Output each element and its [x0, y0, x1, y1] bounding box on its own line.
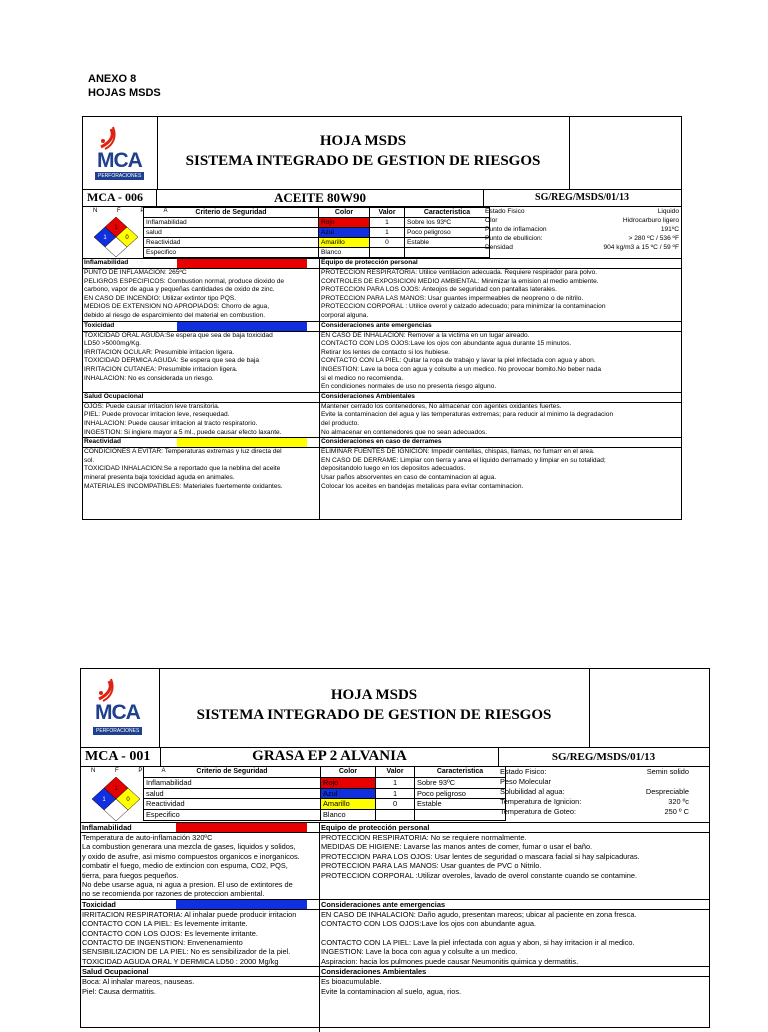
logo-subtext: PERFORACIONES: [95, 172, 144, 180]
criteria-header-cell: Criterio de Seguridad: [144, 208, 319, 218]
section-line: Aspiracion: hacia los pulmones puede causar Neumonitis quimica y dermatitis.: [321, 956, 579, 966]
section-line: si el medico no recomienda.: [321, 374, 404, 382]
criteria-value: 1: [370, 228, 405, 238]
section-line: [320, 929, 710, 938]
header-divider: [589, 669, 590, 747]
criteria-name: Inflamabilidad: [144, 777, 321, 788]
section-line: Boca: Al inhalar mareos, nauseas.: [82, 977, 195, 987]
section-line: PROTECCION CORPORAL :Utilizar overoles, lavado de overol constante cuando se contamine.: [321, 870, 638, 880]
property-name: Punto de inflamacion: [485, 226, 547, 233]
criteria-value: 0: [376, 799, 415, 810]
nfpa-label: N F P A: [91, 768, 175, 774]
section-title: Consideraciones ante emergencias: [321, 899, 446, 909]
property-value: [618, 777, 709, 787]
logo-symbol-icon: [93, 675, 117, 703]
property-row: [483, 216, 681, 225]
msds-sheet-1: [82, 116, 682, 520]
criteria-value: 1: [376, 777, 415, 788]
property-name: Solubilidad al agua:: [500, 787, 565, 796]
section-body: [81, 910, 319, 966]
left-sections: [81, 822, 319, 996]
section-line: TOXICIDAD ORAL AGUDA:Se espera que sea de baja toxicidad: [84, 331, 273, 339]
section-line: Piel: Causa dermatitis.: [82, 986, 156, 996]
section-header: [320, 966, 710, 977]
section-body: [83, 269, 319, 321]
section-title: Consideraciones ante emergencias: [321, 321, 432, 329]
criteria-row: [144, 228, 490, 238]
section-line: Es bioacumulable.: [321, 977, 382, 987]
sheet-header: [81, 669, 709, 748]
section-body: [320, 910, 710, 966]
left-section: [81, 822, 319, 899]
criteria-name: Reactividad: [144, 799, 321, 810]
section-body: [81, 833, 319, 899]
section-line: EN CASO DE DERRAME: Limpiar con tierra y area el liquido derramado y limpiar en su totalidad;: [321, 456, 606, 464]
msds-sheet-2: [80, 668, 710, 1028]
section-line: No debe usarse agua, ni agua a presion. El uso de extintores de: [82, 879, 293, 889]
criteria-name: salud: [144, 788, 321, 799]
section-line: Colocar los aceites en bandejas metalicas para evitar contaminacion.: [321, 482, 524, 490]
property-value: 320 ºc: [668, 797, 689, 806]
company-logo: [81, 669, 160, 747]
section-header: [81, 899, 319, 910]
product-name: ACEITE 80W90: [157, 189, 484, 206]
section-line: debido al riesgo de esparcimiento del material en combustion.: [84, 311, 266, 319]
criteria-value: 0: [370, 238, 405, 248]
section-body: [320, 332, 682, 392]
criteria-row: [144, 777, 506, 788]
section-line: Evite la contaminacion del agua y las temperaturas extremas; para reducir al minimo la degradacion: [321, 411, 614, 419]
property-name: Olor: [485, 217, 498, 224]
criteria-characteristic: Poco peligroso: [415, 788, 506, 799]
section-body: [83, 403, 319, 437]
criteria-color: Azul: [321, 788, 376, 799]
right-section: [320, 822, 710, 899]
section-line: PUNTO DE INFLAMACION: 265ºC: [84, 269, 187, 276]
property-value: Semin solido: [646, 767, 689, 776]
property-value: Despreciable: [645, 787, 689, 796]
diamond-fire-value: 1: [114, 225, 118, 231]
section-line: PROTECCION PARA LOS OJOS: Anteojos de seguridad con pantallas laterales.: [321, 286, 557, 294]
section-title: Reactividad: [84, 438, 122, 446]
product-row: [83, 189, 681, 207]
property-row: [483, 243, 681, 252]
section-line: IRRITACION CUTANEA: Presumible irritacion ligera.: [84, 365, 238, 373]
section-line: INGESTION: Lave la boca con agua y colsulte a un medico.: [321, 947, 518, 957]
section-color-bar: [176, 823, 307, 832]
section-title: Consideraciones Ambientales: [321, 966, 427, 976]
criteria-table: [143, 207, 490, 258]
criteria-color: Amarillo: [319, 238, 370, 248]
diamond-reactivity-value: 0: [125, 235, 129, 241]
section-header: [320, 899, 710, 910]
section-line: ELIMINAR FUENTES DE IGNICION: Impedir centellas, chispas, llamas, no fumarr en el area.: [321, 448, 595, 456]
property-row: [483, 225, 681, 234]
section-body: [320, 448, 682, 491]
criteria-characteristic: Estable: [405, 238, 490, 248]
criteria-header-cell: Valor: [370, 208, 405, 218]
criteria-row: [144, 799, 506, 810]
section-body: [83, 332, 319, 392]
right-section: [320, 899, 710, 966]
criteria-row: [144, 218, 490, 228]
diamond-health-value: 1: [103, 235, 107, 241]
sheet-title: [159, 685, 589, 725]
section-line: INHALACION: Puede causar irritacion al tracto respiratorio.: [84, 419, 258, 427]
criteria-characteristic: [405, 248, 490, 258]
right-section: [320, 437, 682, 491]
right-section: [320, 392, 682, 437]
criteria-name: Inflamabilidad: [144, 218, 319, 228]
property-name: Temperatura de Ignicion:: [500, 797, 582, 806]
section-line: CONTACTO CON LOS OJOS:Lave los ojos con abundante agua durante 15 minutos.: [321, 340, 572, 348]
section-line: EN CASO DE INHALACION: Daño agudo, presentan mareos; ubicar al paciente en zona fresca.: [321, 909, 637, 919]
section-title: Equipo de protección personal: [321, 822, 430, 832]
criteria-color: Blanco: [319, 248, 370, 258]
criteria-color: Blanco: [321, 810, 376, 821]
property-value: > 280 ºC / 536 ºF: [628, 235, 679, 242]
document-reference: SG/REG/MSDS/01/13: [551, 750, 656, 763]
section-line: MATERIALES INCOMPATIBLES: Materiales fuertemente oxidantes.: [84, 482, 283, 490]
nfpa-label: N F P A: [93, 208, 177, 214]
section-line: sol.: [84, 456, 95, 464]
section-line: CONDICIONES A EVITAR: Temperaturas extremas y luz directa del: [84, 448, 282, 456]
section-line: PIEL: Puede provocar irritacion leve, resequedad.: [84, 411, 230, 419]
section-line: SENSIBILIZACION DE LA PIEL: No es sensibilizador de la piel.: [82, 947, 291, 957]
document-reference: SG/REG/MSDS/01/13: [535, 192, 629, 203]
criteria-header-row: [144, 208, 490, 218]
criteria-row: [144, 788, 506, 799]
criteria-name: Especifico: [144, 248, 319, 258]
criteria-name: salud: [144, 228, 319, 238]
section-line: corporal alguna.: [321, 311, 369, 319]
annex-title: HOJAS MSDS: [88, 87, 161, 99]
criteria-color: Azul: [319, 228, 370, 238]
section-line: Mantener cerrado los contenedores, No almacenar con agentes oxidantes fuertes.: [321, 402, 562, 410]
criteria-color: Rojo: [319, 218, 370, 228]
criteria-header-cell: Criterio de Seguridad: [144, 767, 321, 778]
property-name: Estado Fisico: [485, 208, 525, 215]
left-section: [83, 321, 319, 392]
section-line: IRRITACION OCULAR: Presumible irritacion ligera.: [84, 348, 235, 356]
section-line: no se recomienda por razones de proteccion ambiental.: [82, 889, 265, 899]
criteria-name: Especifico: [144, 810, 321, 821]
section-title: Salud Ocupacional: [84, 392, 144, 400]
section-line: OJOS: Puede causar irritacion leve transitoria.: [84, 402, 220, 410]
property-row: [498, 767, 709, 777]
section-line: CONTACTO DE INGENSTION: Envenenamiento: [82, 937, 243, 947]
section-line: EN CASO DE INHALACION: Remover a la victima en un lugar aireado.: [321, 331, 530, 339]
section-line: IRRITACION RESPIRATORIA: Al inhalar puede producir irritacion: [82, 909, 297, 919]
section-color-bar: [176, 900, 307, 909]
section-line: TOXICIDAD AGUDA ORAL Y DERMICA LD50 : 2000 Mg/kg: [82, 956, 279, 966]
title-line-1: HOJA MSDS: [319, 133, 407, 149]
property-row: [498, 807, 709, 817]
section-title: Inflamabilidad: [82, 822, 132, 832]
section-line: TOXICIDAD INHALACION:Se a reportado que la neblina del aceite: [84, 465, 281, 473]
section-line: del producto.: [321, 419, 360, 427]
sheet-header: [83, 117, 681, 190]
section-body: [320, 833, 710, 899]
criteria-row: [144, 810, 506, 821]
criteria-characteristic: Estable: [415, 799, 506, 810]
criteria-name: Reactividad: [144, 238, 319, 248]
nfpa-diamond-icon: [91, 777, 141, 821]
section-header: [320, 822, 710, 833]
section-line: mineral presenta baja toxicidad aguda en animales.: [84, 473, 235, 481]
section-line: LD50 >5000mg/Kg.: [84, 340, 142, 348]
section-line: PELIGROS ESPECIFICOS: Combustion normal, produce dioxido de: [84, 277, 285, 285]
criteria-characteristic: [415, 810, 506, 821]
left-section: [83, 258, 319, 321]
property-row: [483, 234, 681, 243]
criteria-characteristic: Sobre 93ºC: [415, 777, 506, 788]
diamond-health-value: 1: [102, 797, 106, 803]
criteria-header-cell: Caracteristica: [415, 767, 506, 778]
section-line: INGESTION: Si ingiere mayor a 5 ml., puede causar efecto laxante.: [84, 428, 282, 436]
section-header: [83, 258, 319, 269]
section-line: depositandolo luego en los depositos adecuados.: [321, 465, 466, 473]
section-line: La combustion generara una mezcla de gases, liquidos y solidos,: [82, 842, 296, 852]
criteria-characteristic: Poco peligroso: [405, 228, 490, 238]
section-color-bar: [177, 322, 307, 331]
section-line: PROTECCION CORPORAL : Utilice overol y calzado adecuado; para minimizar la contaminacion: [321, 303, 606, 311]
product-name: GRASA EP 2 ALVANIA: [161, 747, 499, 766]
criteria-header-cell: Color: [319, 208, 370, 218]
section-line: Evite la contaminacion al suelo, agua, rios.: [321, 986, 462, 996]
property-value: Hidrocarburo ligero: [622, 217, 679, 224]
section-line: INGESTION: Lave la boca con agua y colsulte a un medico. No provocar bomito.No beber nada: [321, 365, 602, 373]
property-name: Temperatura de Goteo:: [500, 807, 577, 816]
section-header: [320, 321, 682, 332]
right-sections: [320, 822, 710, 996]
section-line: CONTACTO CON LOS OJOS: Es levemente irritante.: [82, 928, 258, 938]
section-line: No almacenar en contenedores que no sean adecuados.: [321, 428, 488, 436]
section-header: [320, 258, 682, 269]
criteria-header-cell: Caracteristica: [405, 208, 490, 218]
criteria-header-cell: Valor: [376, 767, 415, 778]
property-name: Estado Fisico:: [500, 767, 547, 776]
sheet-title: [157, 131, 569, 171]
section-body: [81, 977, 319, 996]
left-section: [81, 899, 319, 966]
property-value: 904 kg/m3 a 15 ºC / 59 ºF: [603, 244, 679, 251]
criteria-color: Rojo: [321, 777, 376, 788]
criteria-row: [144, 238, 490, 248]
title-line-2: SISTEMA INTEGRADO DE GESTION DE RIESGOS: [185, 153, 541, 169]
diamond-fire-value: 1: [114, 786, 118, 792]
section-body: [320, 977, 710, 996]
left-section: [83, 437, 319, 491]
property-row: [483, 207, 681, 216]
section-color-bar: [177, 438, 307, 447]
header-divider: [569, 117, 570, 189]
property-row: [498, 777, 709, 787]
section-header: [83, 437, 319, 448]
section-line: MEDIOS DE EXTENSION NO APROPIADOS: Chorro de agua,: [84, 303, 270, 311]
section-header: [81, 966, 319, 977]
criteria-row: [144, 248, 490, 258]
section-line: PROTECCION PARA LAS MANOS: Usar guantes de PVC o Nitrilo.: [321, 861, 542, 871]
title-line-1: HOJA MSDS: [330, 687, 418, 703]
property-name: Peso Molecular: [500, 777, 551, 786]
section-line: PROTECCION RESPIRATORIA: No se requiere normalmente.: [321, 833, 527, 842]
title-line-2: SISTEMA INTEGRADO DE GESTION DE RIESGOS: [196, 707, 552, 723]
section-body: [83, 448, 319, 491]
section-line: EN CASO DE INCENDIO: Utilizar extintor tipo PQS.: [84, 294, 237, 302]
section-line: INHALACION: No es considerada un riesgo.: [84, 374, 214, 382]
properties-table: [483, 207, 681, 252]
criteria-header-row: [144, 767, 506, 778]
section-line: CONTACTO CON LA PIEL: Lave la piel infectada con agua y abon, si hay irritacion ir al medico.: [321, 937, 635, 947]
property-value: Liquido: [657, 208, 679, 215]
right-section: [320, 966, 710, 996]
section-line: En condiciones normales de uso no presenta riesgo alguno.: [321, 383, 497, 391]
logo-text: MCA: [95, 701, 140, 724]
criteria-table: [143, 766, 506, 821]
section-line: Temperatura de auto-inflamación 320ºC: [82, 833, 213, 842]
property-name: Densidad: [485, 244, 513, 251]
property-name: Punto de ebullicion:: [485, 235, 543, 242]
section-header: [81, 822, 319, 833]
property-value: 250 º C: [664, 807, 689, 816]
section-title: Consideraciones en caso de derrames: [321, 438, 442, 446]
section-color-bar: [177, 259, 307, 268]
criteria-color: Amarillo: [321, 799, 376, 810]
section-line: carbono, vapor de agua y pequeñas cantidades de oxido de zinc.: [84, 286, 275, 294]
criteria-header-cell: Color: [321, 767, 376, 778]
section-line: CONTROLES DE EXPOSICION MEDIO AMBIENTAL: Minimizar la emision al medio ambiente.: [321, 277, 599, 285]
annex-number: ANEXO 8: [88, 73, 137, 85]
section-line: y oxido de asufre, asi mismo compuestos organicos e inorganicos.: [82, 851, 300, 861]
section-title: Consideraciones Ambientales: [321, 392, 415, 400]
section-line: PROTECCION PARA LAS MANOS: Usar guantes impermeables de neopreno o de nitrilo.: [321, 294, 584, 302]
section-line: CONTACTO CON LOS OJOS:Lave los ojos con abundante agua.: [321, 919, 536, 929]
right-sections: [320, 258, 682, 491]
section-title: Salud Ocupacional: [82, 966, 149, 976]
section-title: Inflamabilidad: [84, 259, 129, 267]
logo-text: MCA: [97, 149, 142, 172]
section-header: [320, 392, 682, 403]
section-line: TOXICIDAD DERMICA AGUDA: Se espera que sea de baja: [84, 357, 260, 365]
section-line: combatir el fuego, medio de extincion con espuma, CO2, PQS,: [82, 861, 288, 871]
section-line: MEDIDAS DE HIGIENE: Lavarse las manos antes de comer, fumar o usar el baño.: [321, 842, 593, 852]
section-title: Equipo de protección personal: [321, 259, 418, 267]
section-header: [83, 392, 319, 403]
section-body: [320, 403, 682, 437]
product-code: MCA - 006: [83, 189, 157, 206]
section-header: [83, 321, 319, 332]
diamond-reactivity-value: 0: [126, 797, 130, 803]
logo-subtext: PERFORACIONES: [93, 727, 142, 735]
product-row: [81, 747, 709, 767]
section-line: Usar paños absorventes en caso de contaminacion al agua.: [321, 473, 497, 481]
section-line: tierra, para fuegos pequeños.: [82, 870, 179, 880]
section-header: [320, 437, 682, 448]
right-section: [320, 321, 682, 392]
property-row: [498, 787, 709, 797]
criteria-value: 1: [370, 218, 405, 228]
criteria-value: [376, 810, 415, 821]
section-line: Retirar los lentes de contacto si los hubiese.: [321, 348, 451, 356]
property-value: 191ºC: [660, 226, 679, 233]
criteria-value: [370, 248, 405, 258]
criteria-characteristic: Sobre los 93ºC: [405, 218, 490, 228]
section-body: [320, 269, 682, 321]
properties-table: [498, 767, 709, 817]
left-sections: [83, 258, 319, 491]
product-code: MCA - 001: [81, 747, 161, 766]
section-line: CONTACTO CON LA PIEL: Quitar la ropa de trabajo y lavar la piel infectada con agua y abon.: [321, 357, 596, 365]
section-line: CONTACTO CON LA PIEL: Es levemente irritante.: [82, 919, 248, 929]
section-title: Toxicidad: [82, 899, 116, 909]
section-line: PROTECCION PARA LOS OJOS: Usar lentes de seguridad o mascara facial si hay salpicaduras.: [321, 851, 640, 861]
annex-heading: [88, 72, 161, 100]
logo-symbol-icon: [95, 123, 119, 151]
section-title: Toxicidad: [84, 321, 115, 329]
right-section: [320, 258, 682, 321]
left-section: [81, 966, 319, 996]
left-section: [83, 392, 319, 437]
property-row: [498, 797, 709, 807]
nfpa-diamond-icon: [93, 217, 139, 257]
section-line: PROTECCION RESPIRATORIA: Utilice ventilacion adecuada. Requiere respirador para polvo.: [321, 269, 598, 276]
company-logo: [83, 117, 158, 189]
criteria-value: 1: [376, 788, 415, 799]
